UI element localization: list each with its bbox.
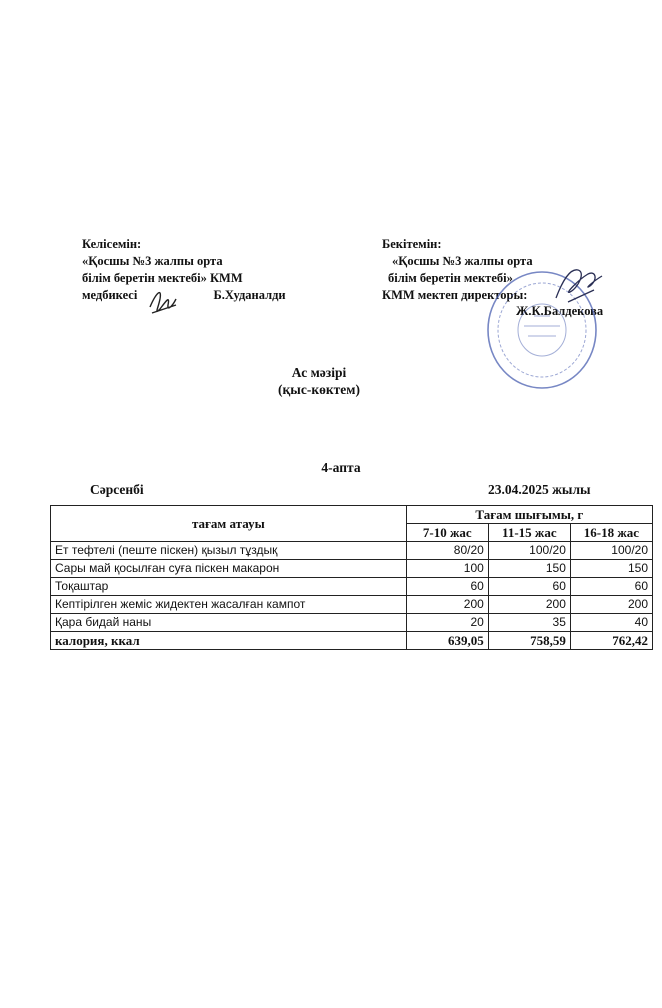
- yield-cell: 200: [570, 596, 652, 614]
- calorie-value: 762,42: [570, 632, 652, 650]
- yield-cell: 80/20: [406, 542, 488, 560]
- yield-cell: 35: [488, 614, 570, 632]
- yield-cell: 60: [488, 578, 570, 596]
- calorie-total-row: [51, 632, 653, 650]
- approval-org-line2: білім беретін мектебі»: [388, 271, 513, 285]
- calorie-value: 639,05: [406, 632, 488, 650]
- table-header-row: [51, 506, 653, 524]
- approval-org-line1: «Қосшы №3 жалпы орта: [82, 254, 223, 268]
- approval-role: медбикесі: [82, 288, 138, 302]
- menu-season: (қыс-көктем): [278, 382, 360, 397]
- dish-name: Қара бидай наны: [51, 614, 407, 632]
- table-row: [51, 560, 653, 578]
- table-row: [51, 542, 653, 560]
- approval-heading: Бекітемін:: [382, 237, 442, 251]
- day-label: Сәрсенбі: [90, 482, 144, 497]
- table-row: [51, 614, 653, 632]
- approval-org-line2: білім беретін мектебі» КММ: [82, 271, 243, 285]
- header-age-group: 11-15 жас: [488, 524, 570, 542]
- calorie-value: 758,59: [488, 632, 570, 650]
- date-label: 23.04.2025 жылы: [488, 482, 591, 497]
- yield-cell: 100: [406, 560, 488, 578]
- approval-org-line1: «Қосшы №3 жалпы орта: [392, 254, 533, 268]
- dish-name: Ет тефтелі (пеште піскен) қызыл тұздық: [51, 542, 407, 560]
- approval-heading: Келісемін:: [82, 237, 142, 251]
- yield-cell: 150: [570, 560, 652, 578]
- header-yield: Тағам шығымы, г: [406, 506, 652, 524]
- week-label: 4-апта: [321, 460, 361, 475]
- approval-signer-line: [82, 287, 286, 304]
- yield-cell: 20: [406, 614, 488, 632]
- yield-cell: 150: [488, 560, 570, 578]
- yield-cell: 60: [406, 578, 488, 596]
- approval-block-agreed: [82, 236, 286, 304]
- approval-signer-name: Б.Худаналди: [213, 288, 286, 302]
- yield-cell: 100/20: [570, 542, 652, 560]
- menu-title: Ас мәзірі: [291, 365, 347, 380]
- yield-cell: 200: [406, 596, 488, 614]
- header-dish-name: тағам атауы: [51, 506, 407, 542]
- director-name: Ж.К.Балдекова: [516, 304, 604, 318]
- table-row: [51, 596, 653, 614]
- director-signature: [548, 262, 608, 308]
- table-row: [51, 578, 653, 596]
- header-age-group: 7-10 жас: [406, 524, 488, 542]
- yield-cell: 100/20: [488, 542, 570, 560]
- yield-cell: 40: [570, 614, 652, 632]
- yield-cell: 60: [570, 578, 652, 596]
- calorie-label: калория, ккал: [51, 632, 407, 650]
- nurse-signature: [146, 285, 182, 319]
- yield-cell: 200: [488, 596, 570, 614]
- header-age-group: 16-18 жас: [570, 524, 652, 542]
- dish-name: Кептірілген жеміс жидектен жасалған кампот: [51, 596, 407, 614]
- dish-name: Тоқаштар: [51, 578, 407, 596]
- dish-name: Сары май қосылған суға піскен макарон: [51, 560, 407, 578]
- approval-role: КММ мектеп директоры:: [382, 288, 528, 302]
- menu-table: [50, 505, 653, 650]
